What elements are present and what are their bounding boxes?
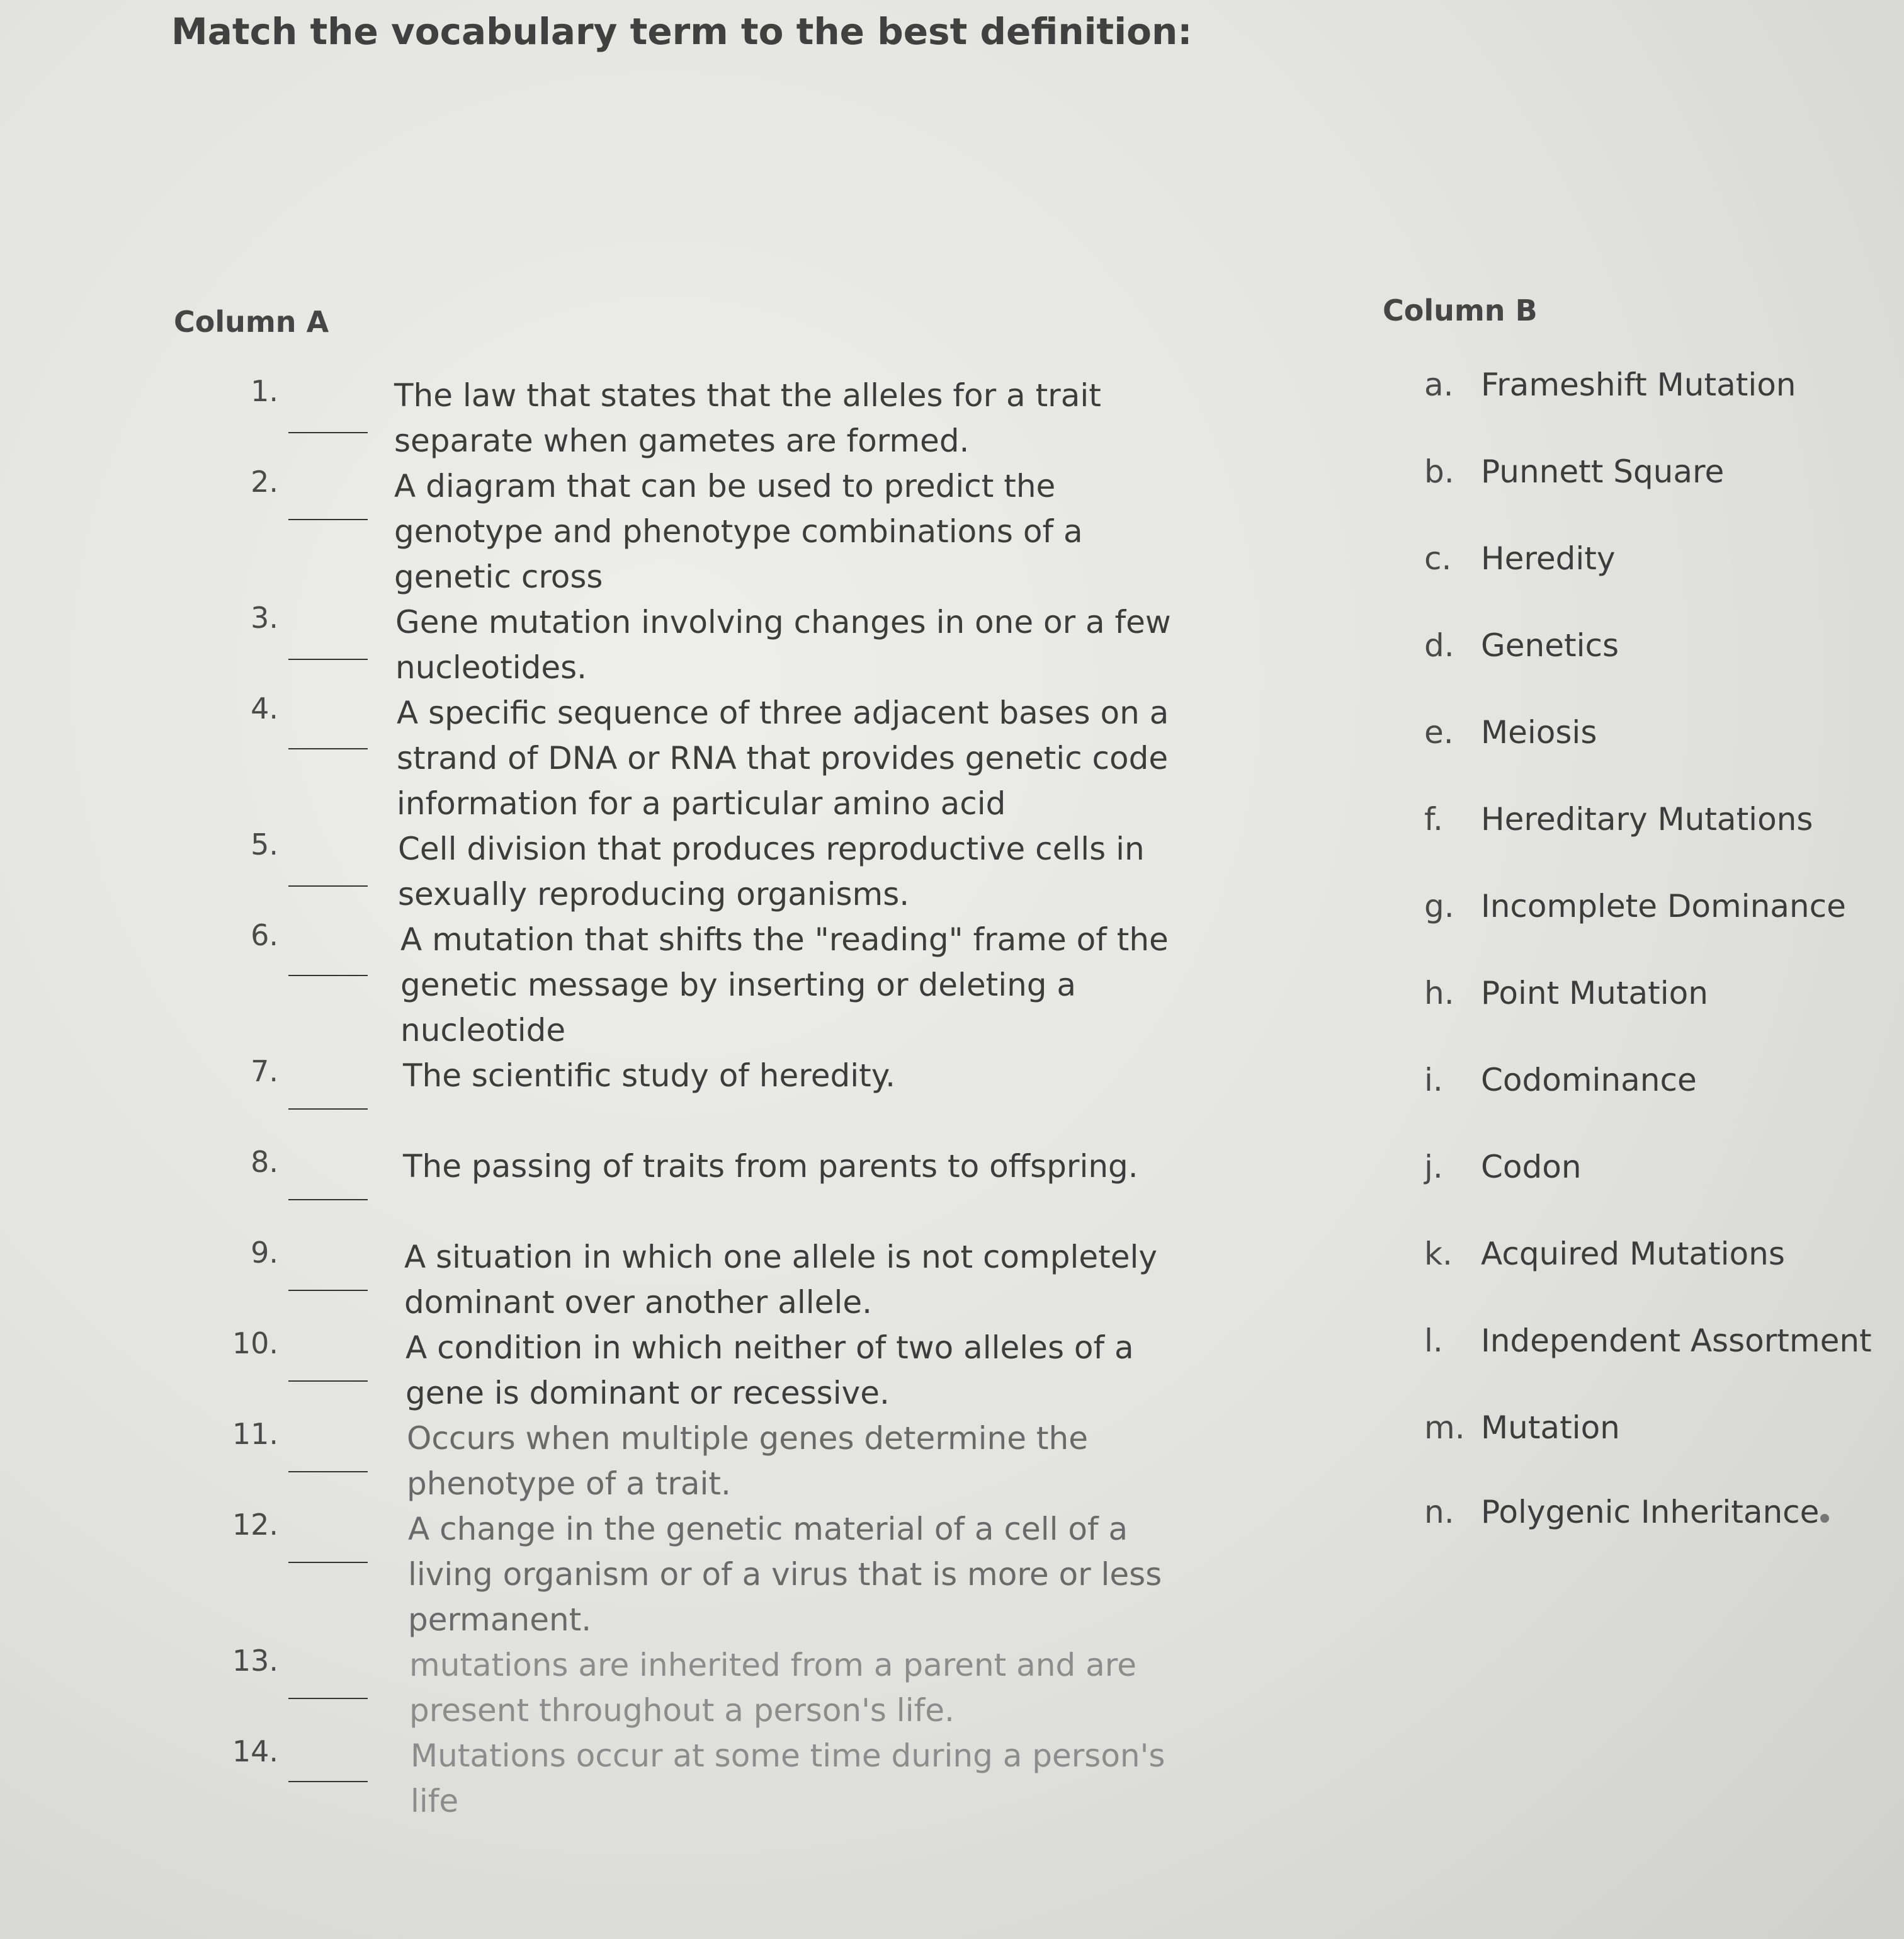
question-number: 12. [232,1508,278,1542]
question-definition: A diagram that can be used to predict the genotype and phenotype combinations of a genetic cross [394,468,1083,595]
term-letter: i. [1424,1062,1443,1098]
term-h [1424,975,1708,1011]
term-label: Frameshift Mutation [1481,367,1796,403]
term-d [1424,627,1619,664]
term-letter: b. [1424,453,1454,490]
term-label: Incomplete Dominance [1481,888,1846,924]
answer-blank[interactable] [288,1562,368,1563]
term-b [1424,453,1724,490]
question-number: 2. [251,465,278,499]
question-number: 9. [251,1236,278,1270]
answer-blank[interactable] [288,975,368,976]
term-label: Codon [1481,1149,1582,1185]
question-definition: A change in the genetic material of a cell of a living organism or of a virus that is more or less permanent. [408,1511,1162,1638]
worksheet-title: Match the vocabulary term to the best definition: [171,10,1193,53]
term-label: Independent Assortment [1481,1322,1872,1359]
term-letter: d. [1424,627,1454,664]
question-definition: A condition in which neither of two alleles of a gene is dominant or recessive. [405,1329,1134,1411]
term-letter: h. [1424,975,1454,1011]
term-label: Point Mutation [1481,975,1708,1011]
question-number: 11. [232,1417,278,1451]
question-definition: A specific sequence of three adjacent bases on a strand of DNA or RNA that provides genetic code information for a particular amino acid [397,695,1169,822]
term-m [1424,1409,1620,1446]
term-i [1424,1062,1697,1098]
question-definition: A situation in which one allele is not completely dominant over another allele. [404,1239,1157,1321]
term-label: Meiosis [1481,714,1597,751]
answer-blank[interactable] [288,1781,368,1782]
question-definition: The passing of traits from parents to offspring. [403,1148,1138,1185]
question-number: 13. [232,1644,278,1678]
column-a-header: Column A [174,305,329,339]
answer-blank[interactable] [288,432,368,433]
question-number: 4. [251,691,278,725]
question-definition: Cell division that produces reproductive cells in sexually reproducing organisms. [398,831,1145,913]
term-f [1424,801,1813,838]
question-number: 1. [251,374,278,408]
question-definition: The law that states that the alleles for a trait separate when gametes are formed. [394,377,1101,459]
question-definition: Occurs when multiple genes determine the phenotype of a trait. [407,1420,1088,1502]
term-label: Hereditary Mutations [1481,801,1813,838]
question-definition: Mutations occur at some time during a person's life [411,1737,1165,1819]
answer-blank[interactable] [288,1199,368,1200]
term-label: Polygenic Inheritance [1481,1494,1820,1530]
term-g [1424,888,1846,924]
question-number: 14. [232,1734,278,1768]
term-e [1424,714,1597,751]
term-label: Acquired Mutations [1481,1236,1785,1272]
answer-blank[interactable] [288,519,368,520]
term-n [1424,1494,1829,1530]
term-letter: g. [1424,888,1454,924]
question-number: 3. [251,601,278,635]
term-label: Codominance [1481,1062,1697,1098]
answer-blank[interactable] [288,1108,368,1110]
term-letter: k. [1424,1236,1453,1272]
term-letter: c. [1424,540,1452,577]
term-label: Punnett Square [1481,453,1725,490]
question-number: 10. [232,1326,278,1360]
term-label: Mutation [1481,1409,1620,1446]
question-definition: mutations are inherited from a parent and are present throughout a person's life. [409,1647,1136,1729]
term-label: Heredity [1481,540,1616,577]
term-k [1424,1236,1785,1272]
question-number: 8. [251,1145,278,1179]
pen-dot-mark [1820,1514,1829,1523]
question-definition: Gene mutation involving changes in one or a few nucleotides. [395,604,1171,686]
answer-blank[interactable] [288,748,368,749]
term-letter: m. [1424,1409,1465,1446]
answer-blank[interactable] [288,1471,368,1472]
answer-blank[interactable] [288,1698,368,1699]
term-letter: n. [1424,1494,1454,1530]
term-letter: j. [1424,1149,1443,1185]
answer-blank[interactable] [288,885,368,887]
column-b-header: Column B [1383,293,1538,327]
answer-blank[interactable] [288,1290,368,1291]
answer-blank[interactable] [288,659,368,660]
term-letter: e. [1424,714,1454,751]
question-definition: A mutation that shifts the "reading" frame of the genetic message by inserting or deleting a nucleotide [400,921,1169,1049]
term-letter: l. [1424,1322,1443,1359]
term-letter: a. [1424,367,1454,403]
term-c [1424,540,1615,577]
question-number: 6. [251,918,278,952]
term-label: Genetics [1481,627,1619,664]
term-l [1424,1322,1872,1359]
term-letter: f. [1424,801,1443,838]
question-definition: The scientific study of heredity. [403,1057,896,1094]
question-number: 7. [251,1054,278,1088]
term-j [1424,1149,1582,1185]
answer-blank[interactable] [288,1380,368,1382]
term-a [1424,367,1796,403]
question-number: 5. [251,827,278,861]
